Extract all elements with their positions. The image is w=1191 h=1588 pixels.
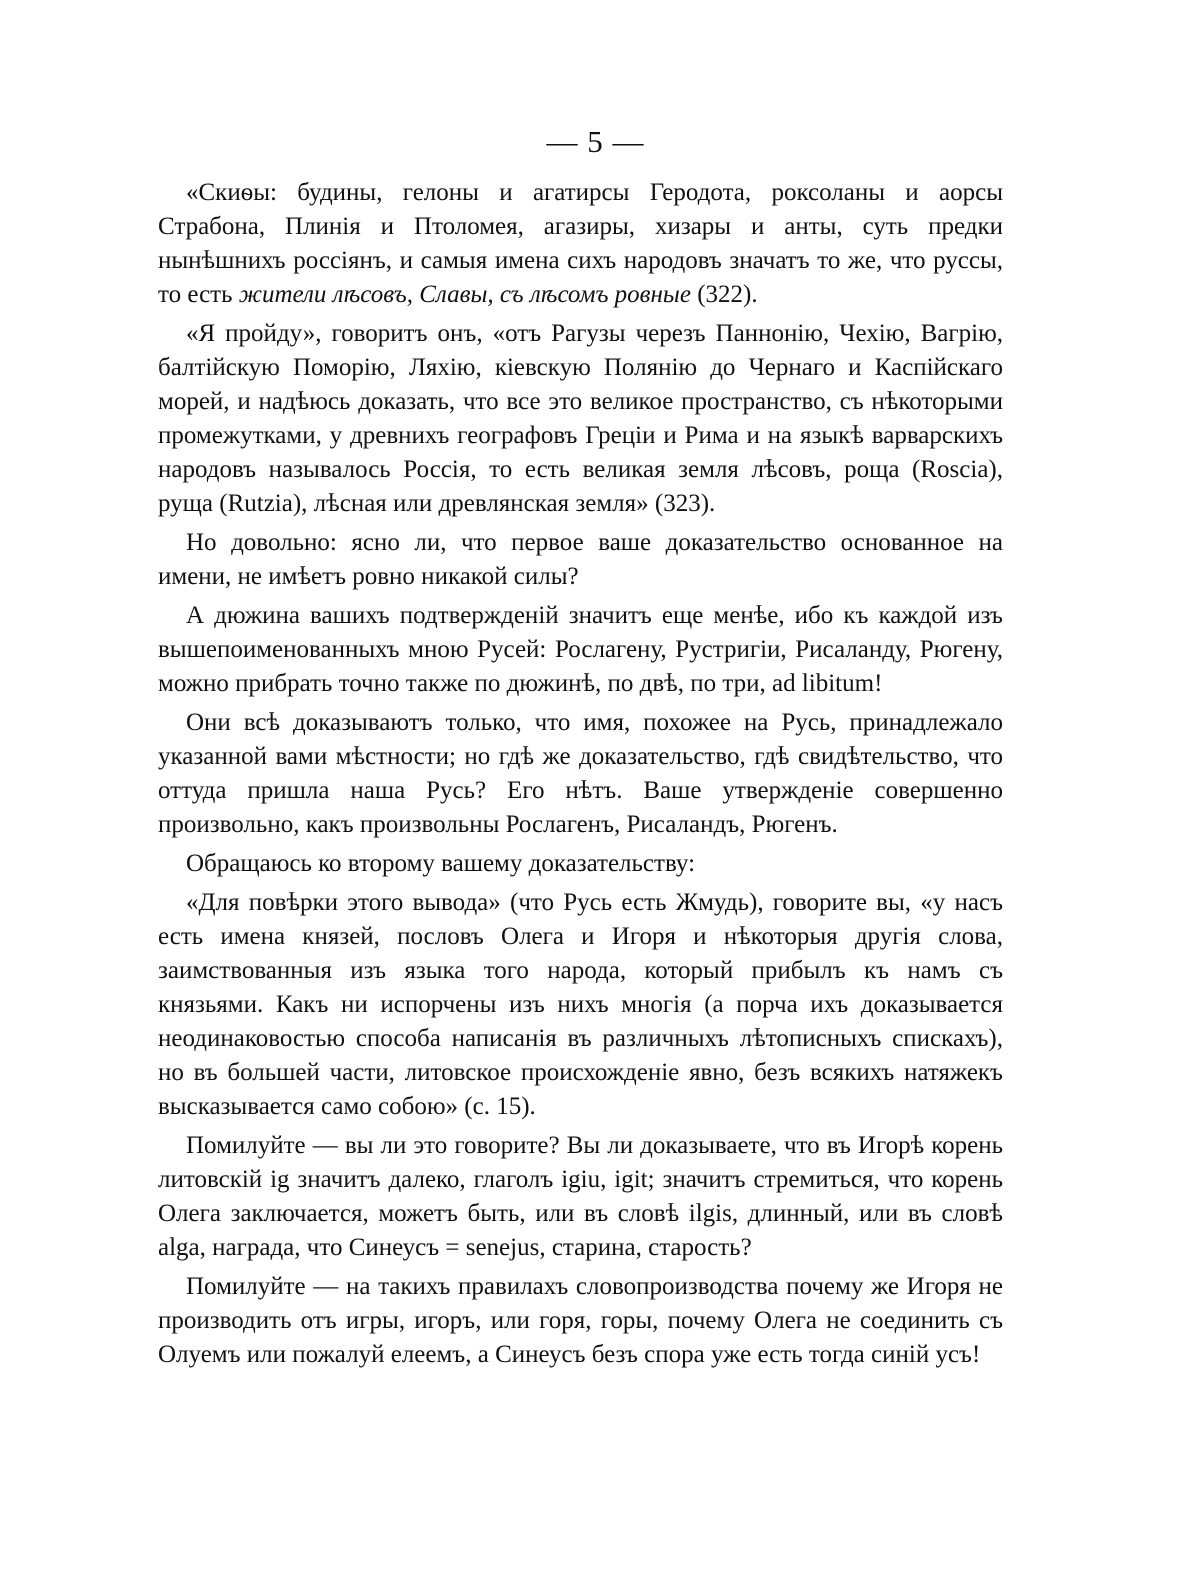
paragraph-5: Они всѣ доказываютъ только, что имя, похожее на Русь, принадлежало указанной вами мѣстности; но гдѣ же доказательство, гдѣ свидѣтельство, что оттуда пришла наша Русь? Его нѣтъ. Ваше утвержденіе совершенно произвольно, какъ произвольны Рослагенъ, Рисаландъ, Рюгенъ. [158, 709, 1003, 838]
paragraph-9: Помилуйте — на такихъ правилахъ словопроизводства почему же Игоря не производить отъ игры, игоръ, или горя, горы, почему Олега не соединить съ Олуемъ или пожалуй елеемъ, а Синеусъ безъ спора уже есть тогда синій усъ! [158, 1273, 1003, 1368]
body-text [158, 176, 1003, 1377]
paragraph-1-citation: (322). [690, 281, 758, 308]
paragraph-1-italic-quote: жители лѣсовъ, Славы, съ лѣсомъ ровные [238, 281, 691, 308]
paragraph-1-text: «Скиѳы: будины, гелоны и агатирсы Геродота, роксоланы и аорсы Страбона, Плинія и Птоломея, агазиры, хизары и анты, суть предки нынѣшнихъ россіянъ, и самыя имена сихъ народовъ значатъ то же, что руссы, то есть [158, 179, 1003, 308]
paragraph-7: «Для повѣрки этого вывода» (что Русь есть Жмудь), говорите вы, «у насъ есть имена князей, пословъ Олега и Игоря и нѣкоторыя другія слова, заимствованныя изъ языка того народа, который прибылъ къ намъ съ князьями. Какъ ни испорчены изъ нихъ многія (а порча ихъ доказывается неодинаковостью способа написанія въ различныхъ лѣтописныхъ спискахъ), но въ большей части, литовское происхожденіе явно, безъ всякихъ натяжекъ высказывается само собою» (с. 15). [158, 889, 1003, 1120]
page-number: — 5 — [546, 124, 645, 159]
paragraph-8: Помилуйте — вы ли это говорите? Вы ли доказываете, что въ Игорѣ корень литовскій ig значитъ далеко, глаголъ igiu, igit; значитъ стремиться, что корень Олега заключается, можетъ быть, или въ словѣ ilgis, длинный, или въ словѣ alga, награда, что Синеусъ = senejus, старина, старость? [158, 1132, 1003, 1261]
paragraph-1 [158, 176, 1003, 312]
paragraph-2: «Я пройду», говоритъ онъ, «отъ Рагузы черезъ Паннонію, Чехію, Вагрію, балтійскую Поморію, Ляхію, кіевскую Полянію до Чернаго и Каспійскаго морей, и надѣюсь доказать, что все это великое пространство, съ нѣкоторыми промежутками, у древнихъ географовъ Греціи и Рима и на языкѣ варварскихъ народовъ называлось Россія, то есть великая земля лѣсовъ, роща (Roscia), руща (Rutzia), лѣсная или древлянская земля» (323). [158, 320, 1003, 517]
paragraph-3: Но довольно: ясно ли, что первое ваше доказательство основанное на имени, не имѣетъ ровно никакой силы? [158, 529, 1003, 590]
paragraph-4: А дюжина вашихъ подтвержденій значитъ еще менѣе, ибо къ каждой изъ вышепоименованныхъ мною Русей: Рослагену, Рустригіи, Рисаланду, Рюгену, можно прибрать точно также по дюжинѣ, по двѣ, по три, ad libitum! [158, 602, 1003, 697]
paragraph-6: Обращаюсь ко второму вашему доказательству: [186, 850, 696, 877]
